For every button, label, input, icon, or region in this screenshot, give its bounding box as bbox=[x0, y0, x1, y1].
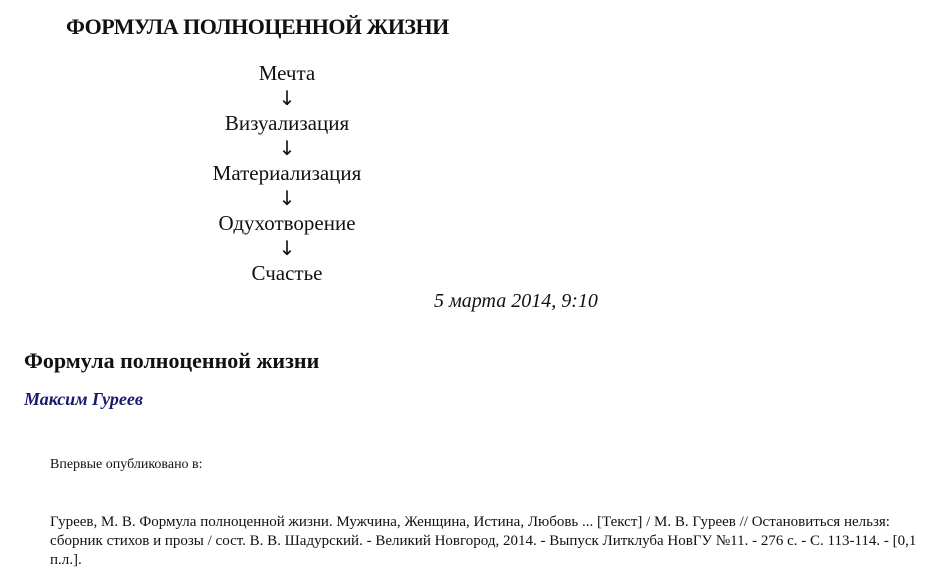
down-arrow-icon: ↓ bbox=[278, 236, 296, 260]
down-arrow-icon: ↓ bbox=[278, 86, 296, 110]
step-happiness: Счастье bbox=[251, 261, 323, 285]
step-spiritualization: Одухотворение bbox=[218, 211, 356, 235]
author-name: Максим Гуреев bbox=[24, 389, 143, 409]
bibliographic-citation: Гуреев, М. В. Формула полноценной жизни. Мужчина, Женщина, Истина, Любовь ... [Текст] / М. В. Гуреев // Остановиться нельзя: сборник стихов и прозы / сост. В. В. Шадурский. - Великий Новгород, 2014. - Выпуск Литклуба НовГУ №11. - 276 с. - С. 113-114. - [0,1 п.л.]. bbox=[50, 514, 917, 568]
down-arrow-icon: ↓ bbox=[278, 186, 296, 210]
down-arrow-icon: ↓ bbox=[278, 136, 296, 160]
poem-date: 5 марта 2014, 9:10 bbox=[434, 290, 598, 312]
work-title: Формула полноценной жизни bbox=[24, 348, 320, 373]
step-dream: Мечта bbox=[258, 61, 316, 85]
step-materialization: Материализация bbox=[212, 161, 362, 185]
first-published-label: Впервые опубликовано в: bbox=[50, 457, 203, 472]
poem-title: ФОРМУЛА ПОЛНОЦЕННОЙ ЖИЗНИ bbox=[66, 14, 449, 39]
formula-flow bbox=[187, 60, 387, 286]
step-visualization: Визуализация bbox=[224, 111, 350, 135]
